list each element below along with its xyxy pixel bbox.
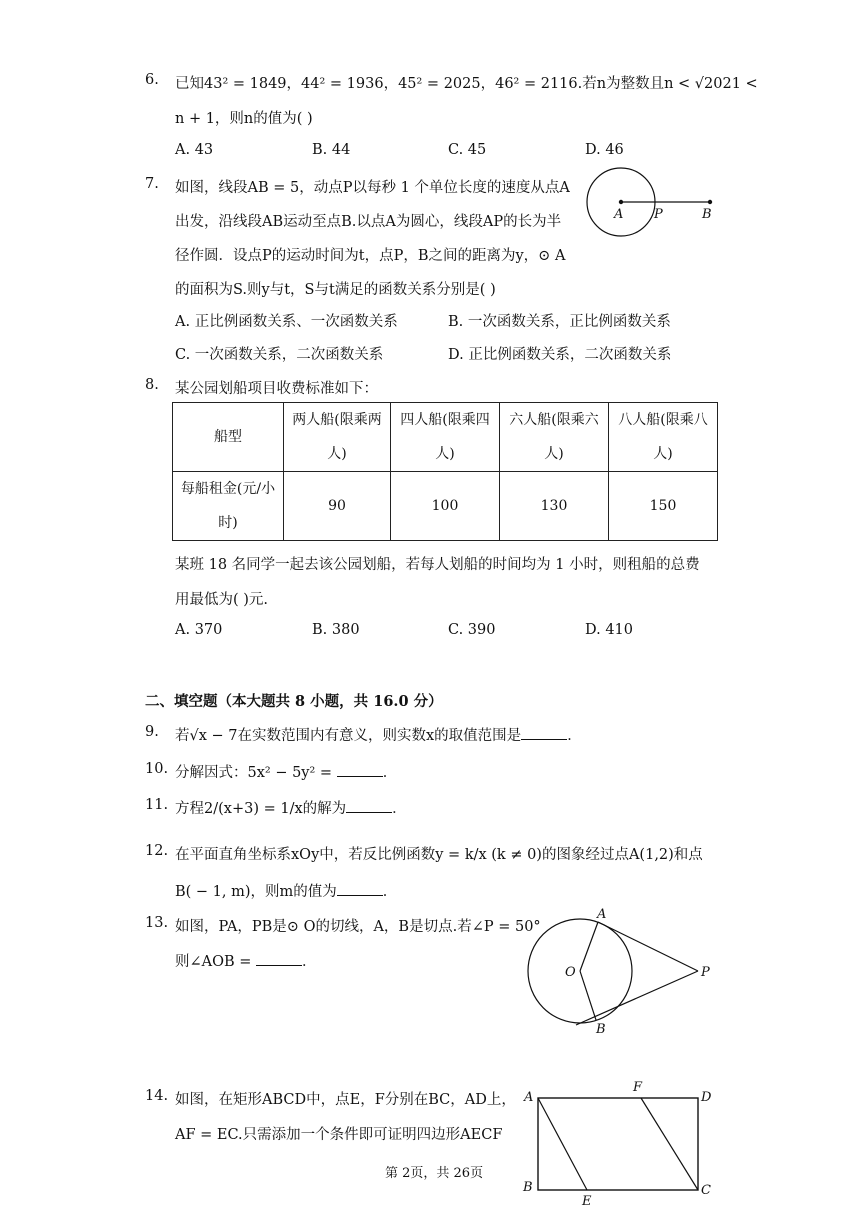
q13-number: 13.	[145, 915, 169, 931]
fee-header-six-person-l2: 人)	[544, 446, 564, 462]
fee-header-two-person	[284, 403, 391, 472]
q7-line4: 的面积为S.则y与t，S与t满足的函数关系分别是( )	[175, 282, 496, 298]
q6-option-b: B. 44	[312, 142, 351, 158]
q7-line1: 如图，线段AB = 5，动点P以每秒 1 个单位长度的速度从点A	[175, 180, 570, 196]
q7-line2: 出发，沿线段AB运动至点B.以点A为圆心，线段AP的长为半	[175, 214, 562, 230]
q6-line2: n + 1，则n的值为( )	[175, 111, 313, 127]
fee-table	[172, 402, 718, 541]
q11-pre: 方程2/(x+3) = 1/x的解为	[175, 801, 347, 817]
q13-answer-blank	[256, 951, 302, 966]
q14-label-f: F	[633, 1080, 643, 1095]
q7-option-c: C. 一次函数关系，二次函数关系	[175, 347, 384, 363]
q11-answer-blank	[346, 798, 392, 813]
q12-pre2: B( − 1, m)，则m的值为	[175, 884, 337, 900]
q14-label-b: B	[523, 1180, 533, 1195]
fee-header-four-person	[391, 403, 500, 472]
q13-label-p: P	[701, 965, 710, 980]
fee-value-four: 100	[391, 472, 500, 541]
fee-value-six: 130	[500, 472, 609, 541]
q7-label-b: B	[702, 207, 712, 222]
q13-line2	[175, 950, 317, 971]
fee-header-six-person-l1: 六人船(限乘六	[509, 412, 599, 428]
q7-option-b: B. 一次函数关系，正比例函数关系	[448, 314, 671, 330]
q8-option-b: B. 380	[312, 622, 360, 638]
q14-label-c: C	[701, 1183, 711, 1198]
fee-row-label-l1: 每船租金(元/小	[180, 481, 276, 497]
q8-option-c: C. 390	[448, 622, 496, 638]
fee-row-label-l2: 时)	[218, 515, 238, 531]
q7-number: 7.	[145, 176, 159, 192]
q14-figure	[520, 1078, 720, 1208]
q9-answer-blank	[521, 725, 567, 740]
q13-label-o: O	[565, 965, 576, 980]
q10-answer-blank	[337, 762, 383, 777]
q13-tangent-pb	[576, 971, 698, 1025]
q12-line1: 在平面直角坐标系xOy中，若反比例函数y = k/x (k ≠ 0)的图象经过点A(1,2)和点	[175, 847, 703, 863]
q13-post2: ．	[302, 954, 317, 970]
q6-option-a: A. 43	[175, 142, 214, 158]
fee-header-eight-person-l1: 八人船(限乘八	[618, 412, 708, 428]
q13-label-a: A	[597, 907, 607, 922]
q7-figure	[586, 166, 716, 242]
fee-row-label	[173, 472, 284, 541]
q10-text	[175, 761, 397, 782]
q7-point-a	[619, 200, 623, 204]
q13-line1: 如图，PA，PB是⊙ O的切线，A，B是切点.若∠P = 50°	[175, 919, 541, 935]
q7-option-a: A. 正比例函数关系、一次函数关系	[175, 314, 398, 330]
q6-option-c: C. 45	[448, 142, 487, 158]
q12-answer-blank	[337, 881, 383, 896]
q14-segment-ae	[538, 1098, 587, 1190]
q14-label-a: A	[524, 1090, 534, 1105]
q13-pre2: 则∠AOB =	[175, 954, 252, 970]
q12-number: 12.	[145, 843, 169, 859]
q14-label-e: E	[582, 1194, 592, 1209]
q6-option-d: D. 46	[585, 142, 624, 158]
fee-header-eight-person-l2: 人)	[653, 446, 673, 462]
q9-pre: 若√x − 7在实数范围内有意义，则实数x的取值范围是	[175, 728, 522, 744]
section-title: 二、填空题（本大题共 8 小题，共 16.0 分）	[145, 693, 443, 710]
q14-line1: 如图，在矩形ABCD中，点E，F分别在BC，AD上，	[175, 1092, 516, 1108]
q9-post: ．	[567, 728, 582, 744]
q9-number: 9.	[145, 724, 159, 740]
q13-radius-oa	[580, 922, 598, 971]
q8-number: 8.	[145, 377, 159, 393]
fee-header-boat-type: 船型	[173, 403, 284, 472]
fee-header-four-person-l1: 四人船(限乘四	[400, 412, 490, 428]
fee-header-two-person-l1: 两人船(限乘两	[292, 412, 382, 428]
q12-line2	[175, 880, 397, 901]
q14-line2: AF = EC.只需添加一个条件即可证明四边形AECF	[175, 1127, 503, 1143]
q7-line3: 径作圆．设点P的运动时间为t，点P，B之间的距离为y，⊙ A	[175, 248, 566, 264]
q6-number: 6.	[145, 72, 159, 88]
fee-value-two: 90	[284, 472, 391, 541]
q12-post2: ．	[382, 884, 398, 900]
fee-table-price-row	[173, 472, 718, 541]
q11-number: 11.	[145, 797, 169, 813]
q7-option-d: D. 正比例函数关系，二次函数关系	[448, 347, 672, 363]
q13-radius-ob	[580, 971, 596, 1020]
q11-text	[175, 797, 407, 818]
fee-table-header-row	[173, 403, 718, 472]
q7-label-p: P	[654, 207, 663, 222]
q13-figure	[518, 905, 718, 1039]
q7-label-a: A	[614, 207, 624, 222]
q7-point-b	[708, 200, 712, 204]
q10-post: ．	[382, 765, 398, 781]
fee-header-two-person-l2: 人)	[327, 446, 347, 462]
fee-header-six-person	[500, 403, 609, 472]
q8-line1: 某班 18 名同学一起去该公园划船，若每人划船的时间均为 1 小时，则租船的总费	[175, 557, 700, 573]
q10-number: 10.	[145, 761, 169, 777]
fee-header-four-person-l2: 人)	[435, 446, 455, 462]
q13-tangent-pa	[598, 922, 698, 971]
page-footer: 第 2页，共 26页	[385, 1166, 484, 1181]
q14-label-d: D	[701, 1090, 712, 1105]
q9-text	[175, 724, 582, 745]
q8-line2: 用最低为( )元.	[175, 592, 269, 608]
fee-header-eight-person	[609, 403, 718, 472]
q14-segment-fc	[641, 1098, 698, 1190]
q11-post: ．	[392, 801, 407, 817]
q8-option-d: D. 410	[585, 622, 634, 638]
q6-line1: 已知43² = 1849，44² = 1936，45² = 2025，46² = 2116.若n为整数且n < √2021 <	[175, 76, 758, 92]
q13-label-b: B	[596, 1022, 606, 1037]
q10-pre: 分解因式：5x² − 5y² =	[175, 765, 333, 781]
fee-value-eight: 150	[609, 472, 718, 541]
q14-number: 14.	[145, 1088, 169, 1104]
q8-option-a: A. 370	[175, 622, 223, 638]
q8-intro: 某公园划船项目收费标准如下：	[175, 381, 378, 397]
